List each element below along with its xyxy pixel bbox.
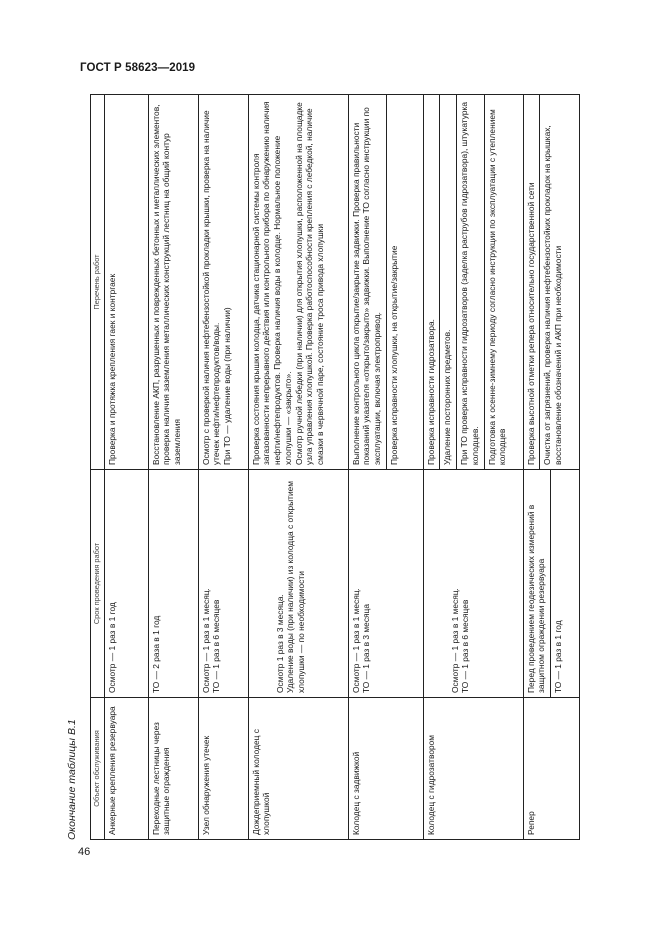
table-header-row — [91, 95, 105, 840]
table-row — [104, 95, 148, 840]
work-line: Выполнение контрольного цикла открытие/закрытие задвижки. Проверка правильности показаний указателя «открыто/закрыто» задвижки. Выполнение ТО согласно инструкции по эксплуатации, включая электропривод. — [350, 107, 383, 465]
row-term — [423, 470, 523, 698]
work-line: При ТО проверка исправности гидрозатворов (заделка раструбов гидрозатвора), штукатурка колодцев. — [459, 102, 480, 465]
table-row — [348, 95, 423, 840]
cell-divider — [386, 95, 387, 469]
work-line: Проверка высотной отметки репера относительно государственной сети — [525, 182, 536, 465]
term-line: ТО — 1 раз в 3 месяца — [361, 603, 372, 693]
row-object: Дождеприемный колодец с хлопушкой — [248, 698, 348, 840]
spacer — [263, 474, 275, 693]
header-work: Перечень работ — [91, 95, 105, 470]
row-work — [523, 95, 579, 470]
term-line: Удаление воды (при наличии) из колодца с открытием хлопушки — по необходимости — [285, 480, 307, 693]
row-term — [523, 470, 579, 698]
cell-divider — [456, 95, 457, 469]
work-line: Удаление посторонних предметов. — [442, 329, 453, 465]
table-row — [148, 95, 198, 840]
spacer — [438, 474, 450, 693]
row-term: Осмотр — 1 раз в 1 год — [104, 470, 148, 698]
table-row — [523, 95, 579, 840]
cell-divider — [550, 470, 551, 697]
table-row — [423, 95, 523, 840]
page-number: 46 — [78, 846, 91, 858]
term-line: ТО — 1 раз в 6 месяцев — [211, 599, 222, 693]
rotated-table-region — [66, 95, 565, 840]
row-work — [248, 95, 348, 470]
term-line: Осмотр 1 раз в 3 месяца. — [274, 594, 285, 693]
row-work — [198, 95, 248, 470]
term-line: Осмотр — 1 раз в 1 месяц. — [200, 588, 211, 693]
table-caption: Окончание таблицы В.1 — [66, 719, 78, 840]
term-line: ТО — 1 раз в 1 год — [553, 620, 564, 693]
cell-divider — [539, 95, 540, 469]
term-line: Осмотр — 1 раз в 1 месяц. — [449, 588, 460, 693]
row-term — [198, 470, 248, 698]
row-object: Узел обнаружения утечек — [198, 698, 248, 840]
row-term: ТО — 2 раза в 1 год — [148, 470, 198, 698]
cell-divider — [484, 95, 485, 469]
row-work — [423, 95, 523, 470]
row-object: Переходные лестницы через защитные ограждения — [148, 698, 198, 840]
row-object: Колодец с гидрозатвором — [423, 698, 523, 840]
row-work: Восстановление АКП, разрушенных и поврежденных бетонных и металлических элементов, проверка наличия заземления металлических конструкций лестниц на общий контур заземления — [148, 95, 198, 470]
header-object: Объект обслуживания — [91, 698, 105, 840]
term-line: Перед проведением геодезических измерений в защитном ограждении резервуара — [525, 504, 547, 693]
work-line: Осмотр ручной лебедки (при наличии) для открытия хлопушки, расположенной на площадке узла управления хлопушкой. Проверка работоспособности крепления с лебедкой, наличие смазки в червячной паре, состояние троса привода хлопушки — [293, 102, 325, 465]
row-object: Репер — [523, 698, 579, 840]
work-line: При ТО — удаление воды (при наличии) — [222, 307, 233, 465]
row-object: Колодец с задвижкой — [348, 698, 423, 840]
row-work: Проверка и протяжка крепления гаек и контргаек — [104, 95, 148, 470]
table-row — [248, 95, 348, 840]
row-work — [348, 95, 423, 470]
work-line: Осмотр с проверкой наличия нефтебензостойкой прокладки крышки, проверка на наличие утечек нефти/нефтепродуктов/воды. — [200, 110, 222, 465]
work-line: Проверка состояния крышки колодца, датчика стационарной системы контроля загазованности непрерывного действия или контрольного прибора по обнаружению наличия нефти/нефтепродуктов. Проверка наличия воды в колодце. Нормальное положение хлопушки — «закрыто». — [250, 101, 293, 465]
term-line: ТО — 1 раз в 6 месяцев — [460, 599, 471, 693]
work-line: Проверка исправности хлопушки, на открытие/закрытие — [388, 245, 399, 465]
maintenance-table — [90, 94, 580, 840]
term-line: Осмотр — 1 раз в 1 месяц. — [350, 588, 361, 693]
cell-divider — [439, 95, 440, 469]
table-row — [198, 95, 248, 840]
work-line: Подготовка к осенне-зимнему периоду согласно инструкции по эксплуатации с утеплением колодцев — [486, 109, 508, 465]
row-term — [248, 470, 348, 698]
row-object: Анкерные крепления резервуара — [104, 698, 148, 840]
document-header: ГОСТ Р 58623—2019 — [80, 62, 196, 74]
spacer — [426, 474, 438, 693]
header-term: Срок проведения работ — [91, 470, 105, 698]
spacer — [251, 474, 263, 693]
work-line: Очистка от загрязнений, проверка наличия нефтебензостойких прокладок на крышках, восстановление обозначений и АКП при необходимости — [542, 125, 564, 465]
work-line: Проверка исправности гидрозатвора. — [425, 319, 436, 465]
row-term — [348, 470, 423, 698]
